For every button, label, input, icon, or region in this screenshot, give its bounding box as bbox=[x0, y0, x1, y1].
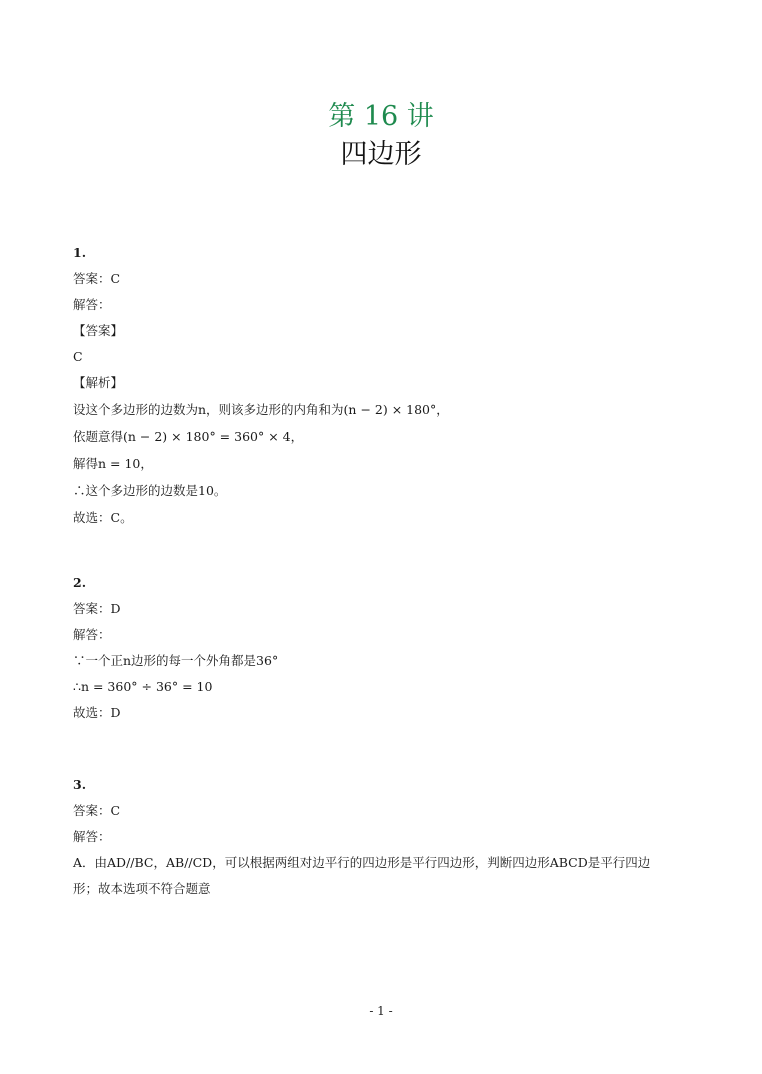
question-number: 2. bbox=[73, 575, 87, 590]
choice-line: 故选：C。 bbox=[73, 510, 133, 525]
solution-step: ∴这个多边形的边数是10。 bbox=[73, 483, 227, 498]
answer-heading: 【答案】 bbox=[73, 323, 124, 338]
solution-step: 解得n = 10， bbox=[73, 456, 153, 471]
question-number: 1. bbox=[73, 245, 87, 260]
question-3 bbox=[73, 772, 713, 902]
lecture-number: 第 16 讲 bbox=[328, 101, 434, 132]
option-analysis-continued: 形；故本选项不符合题意 bbox=[73, 881, 211, 896]
question-1 bbox=[73, 240, 713, 531]
page-title: 四边形 bbox=[340, 139, 422, 170]
page-number: - 1 - bbox=[369, 1004, 393, 1018]
solution-label: 解答： bbox=[73, 829, 111, 844]
solution-label: 解答： bbox=[73, 297, 111, 312]
answer-value: C bbox=[73, 349, 83, 364]
question-2 bbox=[73, 570, 713, 726]
answer-line: 答案：C bbox=[73, 803, 121, 818]
question-number: 3. bbox=[73, 777, 87, 792]
option-analysis: A．由AD//BC，AB//CD，可以根据两组对边平行的四边形是平行四边形，判断四边形ABCD是平行四边 bbox=[73, 855, 651, 870]
solution-step: ∵一个正n边形的每一个外角都是36° bbox=[73, 653, 279, 668]
solution-step: ∴n = 360° ÷ 36° = 10 bbox=[73, 679, 213, 694]
solution-step: 依题意得(n − 2) × 180° = 360° × 4， bbox=[73, 429, 304, 444]
analysis-heading: 【解析】 bbox=[73, 375, 124, 390]
answer-line: 答案：C bbox=[73, 271, 121, 286]
solution-step: 设这个多边形的边数为n，则该多边形的内角和为(n − 2) × 180°， bbox=[73, 402, 449, 417]
answer-line: 答案：D bbox=[73, 601, 121, 616]
solution-label: 解答： bbox=[73, 627, 111, 642]
choice-line: 故选：D bbox=[73, 705, 121, 720]
